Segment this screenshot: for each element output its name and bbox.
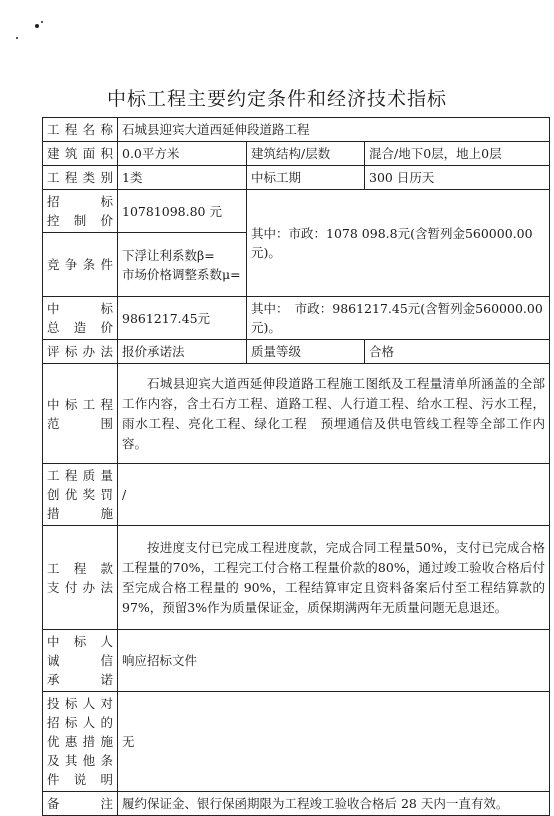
table-row	[43, 340, 550, 364]
table-row	[43, 190, 550, 233]
price-adjust-coefficient: 市场价格调整系数μ=	[122, 266, 241, 282]
duration-label: 中标工期	[247, 166, 365, 190]
area-value: 0.0平方米	[118, 142, 247, 166]
integrity-value: 响应招标文件	[118, 630, 550, 692]
table-row	[43, 364, 550, 464]
scan-speck	[41, 21, 43, 23]
category-value: 1类	[118, 166, 247, 190]
project-name-value: 石城县迎宾大道西延伸段道路工程	[118, 118, 550, 142]
remarks-label: 备注	[43, 792, 118, 816]
table-row	[43, 792, 550, 816]
document-title: 中标工程主要约定条件和经济技术指标	[106, 88, 447, 110]
quality-grade-value: 合格	[365, 340, 550, 364]
project-name-label: 工程名称	[43, 118, 118, 142]
table-row	[43, 297, 550, 340]
duration-value: 300 日历天	[365, 166, 550, 190]
discount-label: 投标人对 招标人的 优惠措施 及其他条 件 说 明	[43, 692, 118, 792]
competition-label: 竞争条件	[43, 233, 118, 297]
evaluation-label: 评标办法	[43, 340, 118, 364]
competition-value	[118, 233, 247, 297]
discount-value: 无	[118, 692, 550, 792]
quality-grade-label: 质量等级	[247, 340, 365, 364]
integrity-label: 中标人 诚 信 承 诺	[43, 630, 118, 692]
control-price-label: 招 标 控 制 价	[43, 190, 118, 233]
structure-label: 建筑结构/层数	[247, 142, 365, 166]
bid-price-label: 中 标 总 造 价	[43, 297, 118, 340]
table-row	[43, 142, 550, 166]
quality-measures-label: 工程质量 创优奖罚 措 施	[43, 464, 118, 526]
control-price-breakdown: 其中：市政：1078 098.8元(含暂列金560000.00元)。	[247, 190, 550, 297]
scope-label: 中标工程 范 围	[43, 364, 118, 464]
payment-label: 工 程 款 支付办法	[43, 526, 118, 630]
evaluation-value: 报价承诺法	[118, 340, 247, 364]
table-row	[43, 118, 550, 142]
contract-terms-table	[42, 117, 550, 816]
category-label: 工程类别	[43, 166, 118, 190]
payment-value: 按进度支付已完成工程进度款，完成合同工程量50%，支付已完成合格工程量的70%，工程完工付合格工程量价款的80%，通过竣工验收合格后付至完成合格工程量的 90%，工程结算审定且资料备案后付至工程结算款的97%，预留3%作为质量保证金，质保期满两年无质量问题无息退还。	[118, 526, 550, 630]
scope-value: 石城县迎宾大道西延伸段道路工程施工图纸及工程量清单所涵盖的全部工作内容，含土石方工程、道路工程、人行道工程、给水工程、污水工程，雨水工程、亮化工程、绿化工程 预埋通信及供电管线工程等全部工作内容。	[118, 364, 550, 464]
control-price-value: 10781098.80 元	[118, 190, 247, 233]
table-row	[43, 630, 550, 692]
area-label: 建筑面积	[43, 142, 118, 166]
structure-value: 混合/地下0层，地上0层	[365, 142, 550, 166]
discount-coefficient: 下浮让利系数β=	[122, 247, 215, 263]
table-row	[43, 692, 550, 792]
remarks-value: 履约保证金、银行保函期限为工程竣工验收合格后 28 天内一直有效。	[118, 792, 550, 816]
quality-measures-value: /	[118, 464, 550, 526]
table-row	[43, 166, 550, 190]
table-row	[43, 464, 550, 526]
bid-price-breakdown: 其中： 市政：9861217.45元(含暂列金560000.00元)。	[247, 297, 550, 340]
scan-speck	[16, 37, 18, 39]
bid-price-value: 9861217.45元	[118, 297, 247, 340]
scan-speck	[35, 24, 39, 28]
table-row	[43, 526, 550, 630]
